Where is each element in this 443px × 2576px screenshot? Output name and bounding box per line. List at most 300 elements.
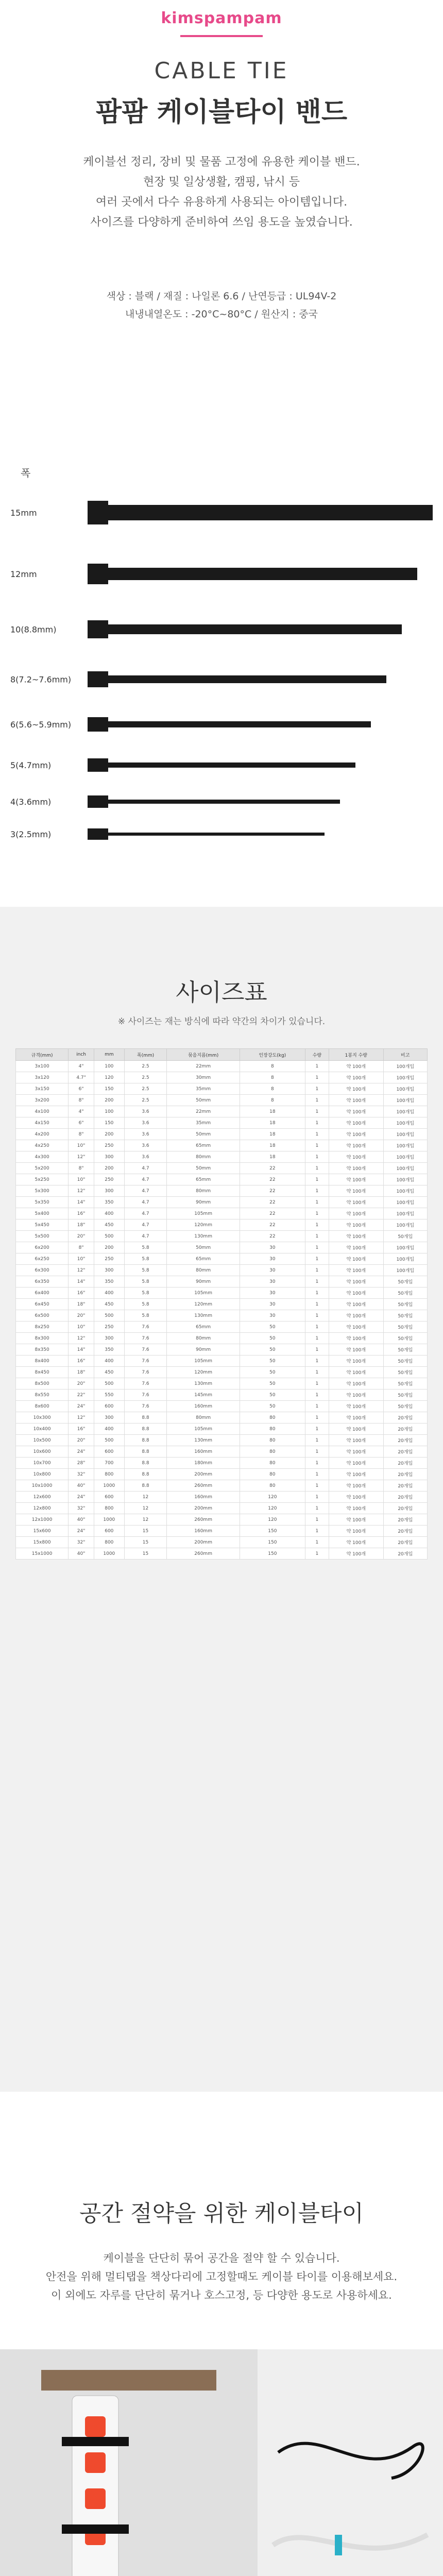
table-header-cell: 규격(mm): [16, 1049, 69, 1061]
table-cell: 4": [69, 1061, 94, 1072]
table-row: [16, 1299, 428, 1310]
table-cell: 80mm: [167, 1412, 240, 1423]
table-cell: 7.6: [124, 1333, 166, 1344]
table-cell: 20개입: [383, 1480, 428, 1492]
table-cell: 50개입: [383, 1310, 428, 1321]
table-row: [16, 1435, 428, 1446]
table-cell: 20개입: [383, 1526, 428, 1537]
table-cell: 35mm: [167, 1117, 240, 1129]
table-cell: 약 100개: [329, 1174, 383, 1185]
table-row: [16, 1151, 428, 1163]
table-cell: 4x100: [16, 1106, 69, 1117]
table-cell: 10": [69, 1321, 94, 1333]
table-cell: 200mm: [167, 1537, 240, 1548]
table-cell: 120: [240, 1492, 305, 1503]
table-cell: 18: [240, 1117, 305, 1129]
table-cell: 3x100: [16, 1061, 69, 1072]
table-cell: 50mm: [167, 1095, 240, 1106]
table-cell: 50개입: [383, 1287, 428, 1299]
table-row: [16, 1253, 428, 1265]
table-cell: 22: [240, 1174, 305, 1185]
cable-tie-strip: [103, 833, 325, 836]
table-cell: 1: [305, 1321, 329, 1333]
table-cell: 1: [305, 1061, 329, 1072]
table-cell: 120mm: [167, 1367, 240, 1378]
table-cell: 8": [69, 1242, 94, 1253]
table-cell: 120: [240, 1514, 305, 1526]
cable-tie-strip: [103, 505, 433, 520]
table-cell: 100개입: [383, 1117, 428, 1129]
width-label: 12mm: [10, 569, 37, 579]
table-cell: 50개입: [383, 1333, 428, 1344]
table-row: [16, 1265, 428, 1276]
table-cell: 50mm: [167, 1129, 240, 1140]
table-cell: 30: [240, 1287, 305, 1299]
table-cell: 1: [305, 1117, 329, 1129]
table-cell: 1: [305, 1503, 329, 1514]
table-cell: 350: [94, 1344, 124, 1355]
table-cell: 400: [94, 1355, 124, 1367]
table-cell: 약 100개: [329, 1151, 383, 1163]
table-cell: 50개입: [383, 1355, 428, 1367]
table-cell: 5.8: [124, 1265, 166, 1276]
table-cell: 50mm: [167, 1163, 240, 1174]
table-cell: 600: [94, 1446, 124, 1458]
table-cell: 1: [305, 1344, 329, 1355]
intro-line: 현장 및 일상생활, 캠핑, 낚시 등: [143, 176, 300, 189]
table-cell: 5.8: [124, 1310, 166, 1321]
table-cell: 4.7: [124, 1197, 166, 1208]
table-cell: 1: [305, 1514, 329, 1526]
table-cell: 1: [305, 1106, 329, 1117]
table-cell: 8.8: [124, 1435, 166, 1446]
power-strip-photo: [0, 2349, 258, 2576]
table-cell: 65mm: [167, 1321, 240, 1333]
table-cell: 5.8: [124, 1287, 166, 1299]
table-cell: 14": [69, 1276, 94, 1287]
table-cell: 20": [69, 1378, 94, 1389]
table-cell: 105mm: [167, 1423, 240, 1435]
table-cell: 약 100개: [329, 1265, 383, 1276]
table-cell: 400: [94, 1208, 124, 1219]
table-cell: 약 100개: [329, 1423, 383, 1435]
table-cell: 약 100개: [329, 1219, 383, 1231]
table-row: [16, 1185, 428, 1197]
table-row: [16, 1480, 428, 1492]
table-cell: 40": [69, 1548, 94, 1560]
table-row: [16, 1276, 428, 1287]
table-cell: 1: [305, 1253, 329, 1265]
table-cell: 1: [305, 1151, 329, 1163]
table-cell: 8: [240, 1095, 305, 1106]
table-cell: 160mm: [167, 1492, 240, 1503]
table-cell: 약 100개: [329, 1117, 383, 1129]
table-cell: 100개입: [383, 1083, 428, 1095]
table-cell: 10x700: [16, 1458, 69, 1469]
table-cell: 12x1000: [16, 1514, 69, 1526]
table-cell: 100개입: [383, 1140, 428, 1151]
table-row: [16, 1548, 428, 1560]
table-cell: 350: [94, 1197, 124, 1208]
table-cell: 250: [94, 1140, 124, 1151]
table-cell: 1: [305, 1287, 329, 1299]
table-cell: 1: [305, 1537, 329, 1548]
table-row: [16, 1458, 428, 1469]
table-cell: 10": [69, 1140, 94, 1151]
table-cell: 800: [94, 1503, 124, 1514]
table-cell: 80mm: [167, 1333, 240, 1344]
table-cell: 20개입: [383, 1435, 428, 1446]
table-cell: 100개입: [383, 1163, 428, 1174]
table-cell: 8: [240, 1083, 305, 1095]
table-cell: 32": [69, 1469, 94, 1480]
table-cell: 550: [94, 1389, 124, 1401]
table-cell: 30mm: [167, 1072, 240, 1083]
table-cell: 500: [94, 1435, 124, 1446]
table-cell: 100개입: [383, 1061, 428, 1072]
width-label: 3(2.5mm): [10, 829, 52, 839]
table-cell: 1: [305, 1231, 329, 1242]
intro-line: 케이블선 정리, 장비 및 물품 고정에 유용한 케이블 밴드.: [83, 156, 360, 168]
table-cell: 400: [94, 1423, 124, 1435]
table-cell: 20개입: [383, 1548, 428, 1560]
table-cell: 3.6: [124, 1151, 166, 1163]
table-cell: 15: [124, 1537, 166, 1548]
table-cell: 100개입: [383, 1095, 428, 1106]
table-cell: 22": [69, 1389, 94, 1401]
spec-text: [41, 287, 402, 324]
table-cell: 12": [69, 1185, 94, 1197]
table-cell: 22mm: [167, 1106, 240, 1117]
table-cell: 130mm: [167, 1310, 240, 1321]
table-cell: 50mm: [167, 1242, 240, 1253]
table-cell: 600: [94, 1492, 124, 1503]
table-cell: 8": [69, 1095, 94, 1106]
table-cell: 8.8: [124, 1458, 166, 1469]
table-cell: 5.8: [124, 1276, 166, 1287]
table-cell: 32": [69, 1503, 94, 1514]
table-cell: 1: [305, 1072, 329, 1083]
table-cell: 80: [240, 1446, 305, 1458]
table-cell: 약 100개: [329, 1208, 383, 1219]
cable-tie-strip: [103, 800, 340, 804]
table-cell: 100개입: [383, 1219, 428, 1231]
tie-width-illustration: [0, 422, 443, 876]
table-cell: 약 100개: [329, 1083, 383, 1095]
table-cell: 120: [94, 1072, 124, 1083]
table-row: [16, 1321, 428, 1333]
table-cell: 100개입: [383, 1253, 428, 1265]
table-cell: 100개입: [383, 1129, 428, 1140]
table-cell: 80: [240, 1435, 305, 1446]
table-cell: 18": [69, 1367, 94, 1378]
table-cell: 10": [69, 1253, 94, 1265]
table-cell: 8": [69, 1129, 94, 1140]
table-cell: 22: [240, 1197, 305, 1208]
table-cell: 30: [240, 1265, 305, 1276]
table-cell: 150: [240, 1537, 305, 1548]
table-cell: 100: [94, 1106, 124, 1117]
table-cell: 20개입: [383, 1503, 428, 1514]
table-cell: 5.8: [124, 1253, 166, 1265]
table-cell: 4x250: [16, 1140, 69, 1151]
table-cell: 약 100개: [329, 1446, 383, 1458]
table-cell: 약 100개: [329, 1378, 383, 1389]
table-cell: 1: [305, 1469, 329, 1480]
table-cell: 65mm: [167, 1174, 240, 1185]
table-cell: 50개입: [383, 1299, 428, 1310]
table-cell: 80: [240, 1480, 305, 1492]
table-cell: 8x300: [16, 1333, 69, 1344]
table-cell: 15x800: [16, 1537, 69, 1548]
table-cell: 15x600: [16, 1526, 69, 1537]
table-cell: 20개입: [383, 1446, 428, 1458]
table-cell: 8x250: [16, 1321, 69, 1333]
table-cell: 약 100개: [329, 1469, 383, 1480]
table-cell: 1: [305, 1548, 329, 1560]
table-cell: 약 100개: [329, 1526, 383, 1537]
table-cell: 50개입: [383, 1321, 428, 1333]
table-row: [16, 1231, 428, 1242]
table-cell: 200mm: [167, 1503, 240, 1514]
table-cell: 50: [240, 1378, 305, 1389]
table-cell: 약 100개: [329, 1129, 383, 1140]
table-cell: 18": [69, 1219, 94, 1231]
table-cell: 120mm: [167, 1299, 240, 1310]
table-cell: 50: [240, 1344, 305, 1355]
table-cell: 20개입: [383, 1469, 428, 1480]
table-row: [16, 1492, 428, 1503]
table-cell: 200: [94, 1163, 124, 1174]
table-cell: 3x200: [16, 1095, 69, 1106]
table-cell: 250: [94, 1253, 124, 1265]
table-cell: 5.8: [124, 1299, 166, 1310]
table-cell: 250: [94, 1174, 124, 1185]
table-row: [16, 1083, 428, 1095]
table-cell: 3x150: [16, 1083, 69, 1095]
table-row: [16, 1514, 428, 1526]
table-cell: 22: [240, 1219, 305, 1231]
table-cell: 300: [94, 1333, 124, 1344]
table-row: [16, 1072, 428, 1083]
table-cell: 40": [69, 1480, 94, 1492]
table-cell: 130mm: [167, 1435, 240, 1446]
table-cell: 4.7": [69, 1072, 94, 1083]
table-row: [16, 1242, 428, 1253]
table-cell: 1: [305, 1389, 329, 1401]
cable-tie-head: [88, 795, 108, 808]
table-cell: 65mm: [167, 1253, 240, 1265]
table-cell: 180mm: [167, 1458, 240, 1469]
table-row: [16, 1197, 428, 1208]
table-cell: 4x150: [16, 1117, 69, 1129]
table-cell: 450: [94, 1367, 124, 1378]
table-cell: 1: [305, 1185, 329, 1197]
cable-tie-head: [88, 717, 108, 732]
table-cell: 2.5: [124, 1095, 166, 1106]
cable-tie-strip: [103, 568, 417, 580]
table-cell: 24": [69, 1446, 94, 1458]
table-cell: 12": [69, 1265, 94, 1276]
table-cell: 1: [305, 1355, 329, 1367]
table-cell: 50: [240, 1401, 305, 1412]
table-cell: 1: [305, 1276, 329, 1287]
table-cell: 1: [305, 1458, 329, 1469]
table-row: [16, 1163, 428, 1174]
table-cell: 10x300: [16, 1412, 69, 1423]
table-cell: 5x250: [16, 1174, 69, 1185]
table-row: [16, 1526, 428, 1537]
table-cell: 80: [240, 1458, 305, 1469]
table-cell: 6": [69, 1117, 94, 1129]
table-cell: 24": [69, 1401, 94, 1412]
table-cell: 8.8: [124, 1446, 166, 1458]
table-cell: 12x600: [16, 1492, 69, 1503]
table-cell: 80: [240, 1423, 305, 1435]
table-cell: 약 100개: [329, 1537, 383, 1548]
brand-name: kimspampam: [161, 9, 282, 27]
table-cell: 8x600: [16, 1401, 69, 1412]
table-cell: 80mm: [167, 1185, 240, 1197]
table-cell: 500: [94, 1310, 124, 1321]
width-label: 8(7.2~7.6mm): [10, 674, 72, 685]
cable-tie-head: [88, 671, 108, 687]
table-cell: 약 100개: [329, 1310, 383, 1321]
table-cell: 260mm: [167, 1480, 240, 1492]
width-label: 4(3.6mm): [10, 797, 52, 807]
table-cell: 4x300: [16, 1151, 69, 1163]
table-cell: 15x1000: [16, 1548, 69, 1560]
table-cell: 8": [69, 1163, 94, 1174]
table-cell: 120: [240, 1503, 305, 1514]
space-desc-line: 이 외에도 자루를 단단히 묶거나 호스고정, 등 다양한 용도로 사용하세요.: [51, 2289, 392, 2301]
table-cell: 약 100개: [329, 1061, 383, 1072]
table-cell: 10x800: [16, 1469, 69, 1480]
table-row: [16, 1333, 428, 1344]
table-cell: 260mm: [167, 1548, 240, 1560]
table-cell: 10x600: [16, 1446, 69, 1458]
table-cell: 50: [240, 1321, 305, 1333]
table-cell: 80: [240, 1412, 305, 1423]
table-cell: 20": [69, 1435, 94, 1446]
table-cell: 10x1000: [16, 1480, 69, 1492]
table-cell: 50개입: [383, 1378, 428, 1389]
table-cell: 600: [94, 1526, 124, 1537]
table-cell: 50개입: [383, 1231, 428, 1242]
table-header-cell: 인장강도(kg): [240, 1049, 305, 1061]
table-cell: 1: [305, 1401, 329, 1412]
table-cell: 22: [240, 1185, 305, 1197]
table-header-cell: 묶음지름(mm): [167, 1049, 240, 1061]
table-cell: 105mm: [167, 1208, 240, 1219]
table-cell: 18: [240, 1129, 305, 1140]
table-cell: 7.6: [124, 1344, 166, 1355]
table-cell: 16": [69, 1208, 94, 1219]
table-cell: 20개입: [383, 1458, 428, 1469]
table-cell: 1000: [94, 1480, 124, 1492]
table-cell: 700: [94, 1458, 124, 1469]
table-row: [16, 1469, 428, 1480]
table-cell: 500: [94, 1231, 124, 1242]
table-header-row: [16, 1049, 428, 1061]
table-cell: 14": [69, 1344, 94, 1355]
table-cell: 4.7: [124, 1231, 166, 1242]
table-cell: 약 100개: [329, 1514, 383, 1526]
table-cell: 90mm: [167, 1197, 240, 1208]
table-cell: 5x500: [16, 1231, 69, 1242]
table-header-cell: 수량: [305, 1049, 329, 1061]
product-title-korean: 팜팜 케이블타이 밴드: [95, 97, 348, 128]
table-cell: 300: [94, 1265, 124, 1276]
table-cell: 50: [240, 1389, 305, 1401]
table-cell: 1: [305, 1333, 329, 1344]
spec-line: 내냉내열온도 : -20°C~80°C / 원산지 : 중국: [125, 309, 318, 320]
brand-underline: [180, 35, 263, 37]
table-cell: 약 100개: [329, 1503, 383, 1514]
table-row: [16, 1140, 428, 1151]
table-cell: 2.5: [124, 1072, 166, 1083]
table-cell: 20개입: [383, 1492, 428, 1503]
table-cell: 50: [240, 1367, 305, 1378]
table-cell: 1: [305, 1492, 329, 1503]
table-cell: 20개입: [383, 1412, 428, 1423]
table-cell: 약 100개: [329, 1355, 383, 1367]
table-cell: 100개입: [383, 1197, 428, 1208]
table-header-cell: inch: [69, 1049, 94, 1061]
table-cell: 1: [305, 1265, 329, 1276]
table-cell: 105mm: [167, 1355, 240, 1367]
table-cell: 6x350: [16, 1276, 69, 1287]
cable-tie-head: [88, 758, 108, 772]
table-cell: 30: [240, 1253, 305, 1265]
cable-tie-strip: [103, 762, 355, 768]
table-cell: 50: [240, 1355, 305, 1367]
space-desc-line: 케이블을 단단히 묶어 공간을 절약 할 수 있습니다.: [103, 2252, 340, 2264]
table-cell: 100개입: [383, 1242, 428, 1253]
table-cell: 약 100개: [329, 1333, 383, 1344]
table-cell: 1: [305, 1083, 329, 1095]
table-cell: 18: [240, 1140, 305, 1151]
width-heading: 폭: [21, 467, 31, 479]
table-cell: 30: [240, 1310, 305, 1321]
table-cell: 약 100개: [329, 1548, 383, 1560]
table-cell: 350: [94, 1276, 124, 1287]
table-cell: 약 100개: [329, 1412, 383, 1423]
table-cell: 8: [240, 1061, 305, 1072]
table-cell: 800: [94, 1537, 124, 1548]
table-cell: 7.6: [124, 1378, 166, 1389]
table-cell: 12": [69, 1151, 94, 1163]
table-cell: 160mm: [167, 1446, 240, 1458]
table-cell: 20개입: [383, 1537, 428, 1548]
table-cell: 1: [305, 1242, 329, 1253]
table-cell: 260mm: [167, 1514, 240, 1526]
size-table-title: 사이즈표: [176, 978, 267, 1006]
table-cell: 24": [69, 1492, 94, 1503]
width-label: 10(8.8mm): [10, 624, 57, 635]
table-cell: 30: [240, 1276, 305, 1287]
table-cell: 8.8: [124, 1423, 166, 1435]
table-cell: 10x400: [16, 1423, 69, 1435]
table-cell: 12: [124, 1514, 166, 1526]
table-cell: 100개입: [383, 1072, 428, 1083]
table-cell: 1: [305, 1310, 329, 1321]
table-cell: 7.6: [124, 1355, 166, 1367]
table-cell: 약 100개: [329, 1140, 383, 1151]
table-cell: 65mm: [167, 1140, 240, 1151]
table-cell: 약 100개: [329, 1276, 383, 1287]
table-cell: 12": [69, 1412, 94, 1423]
